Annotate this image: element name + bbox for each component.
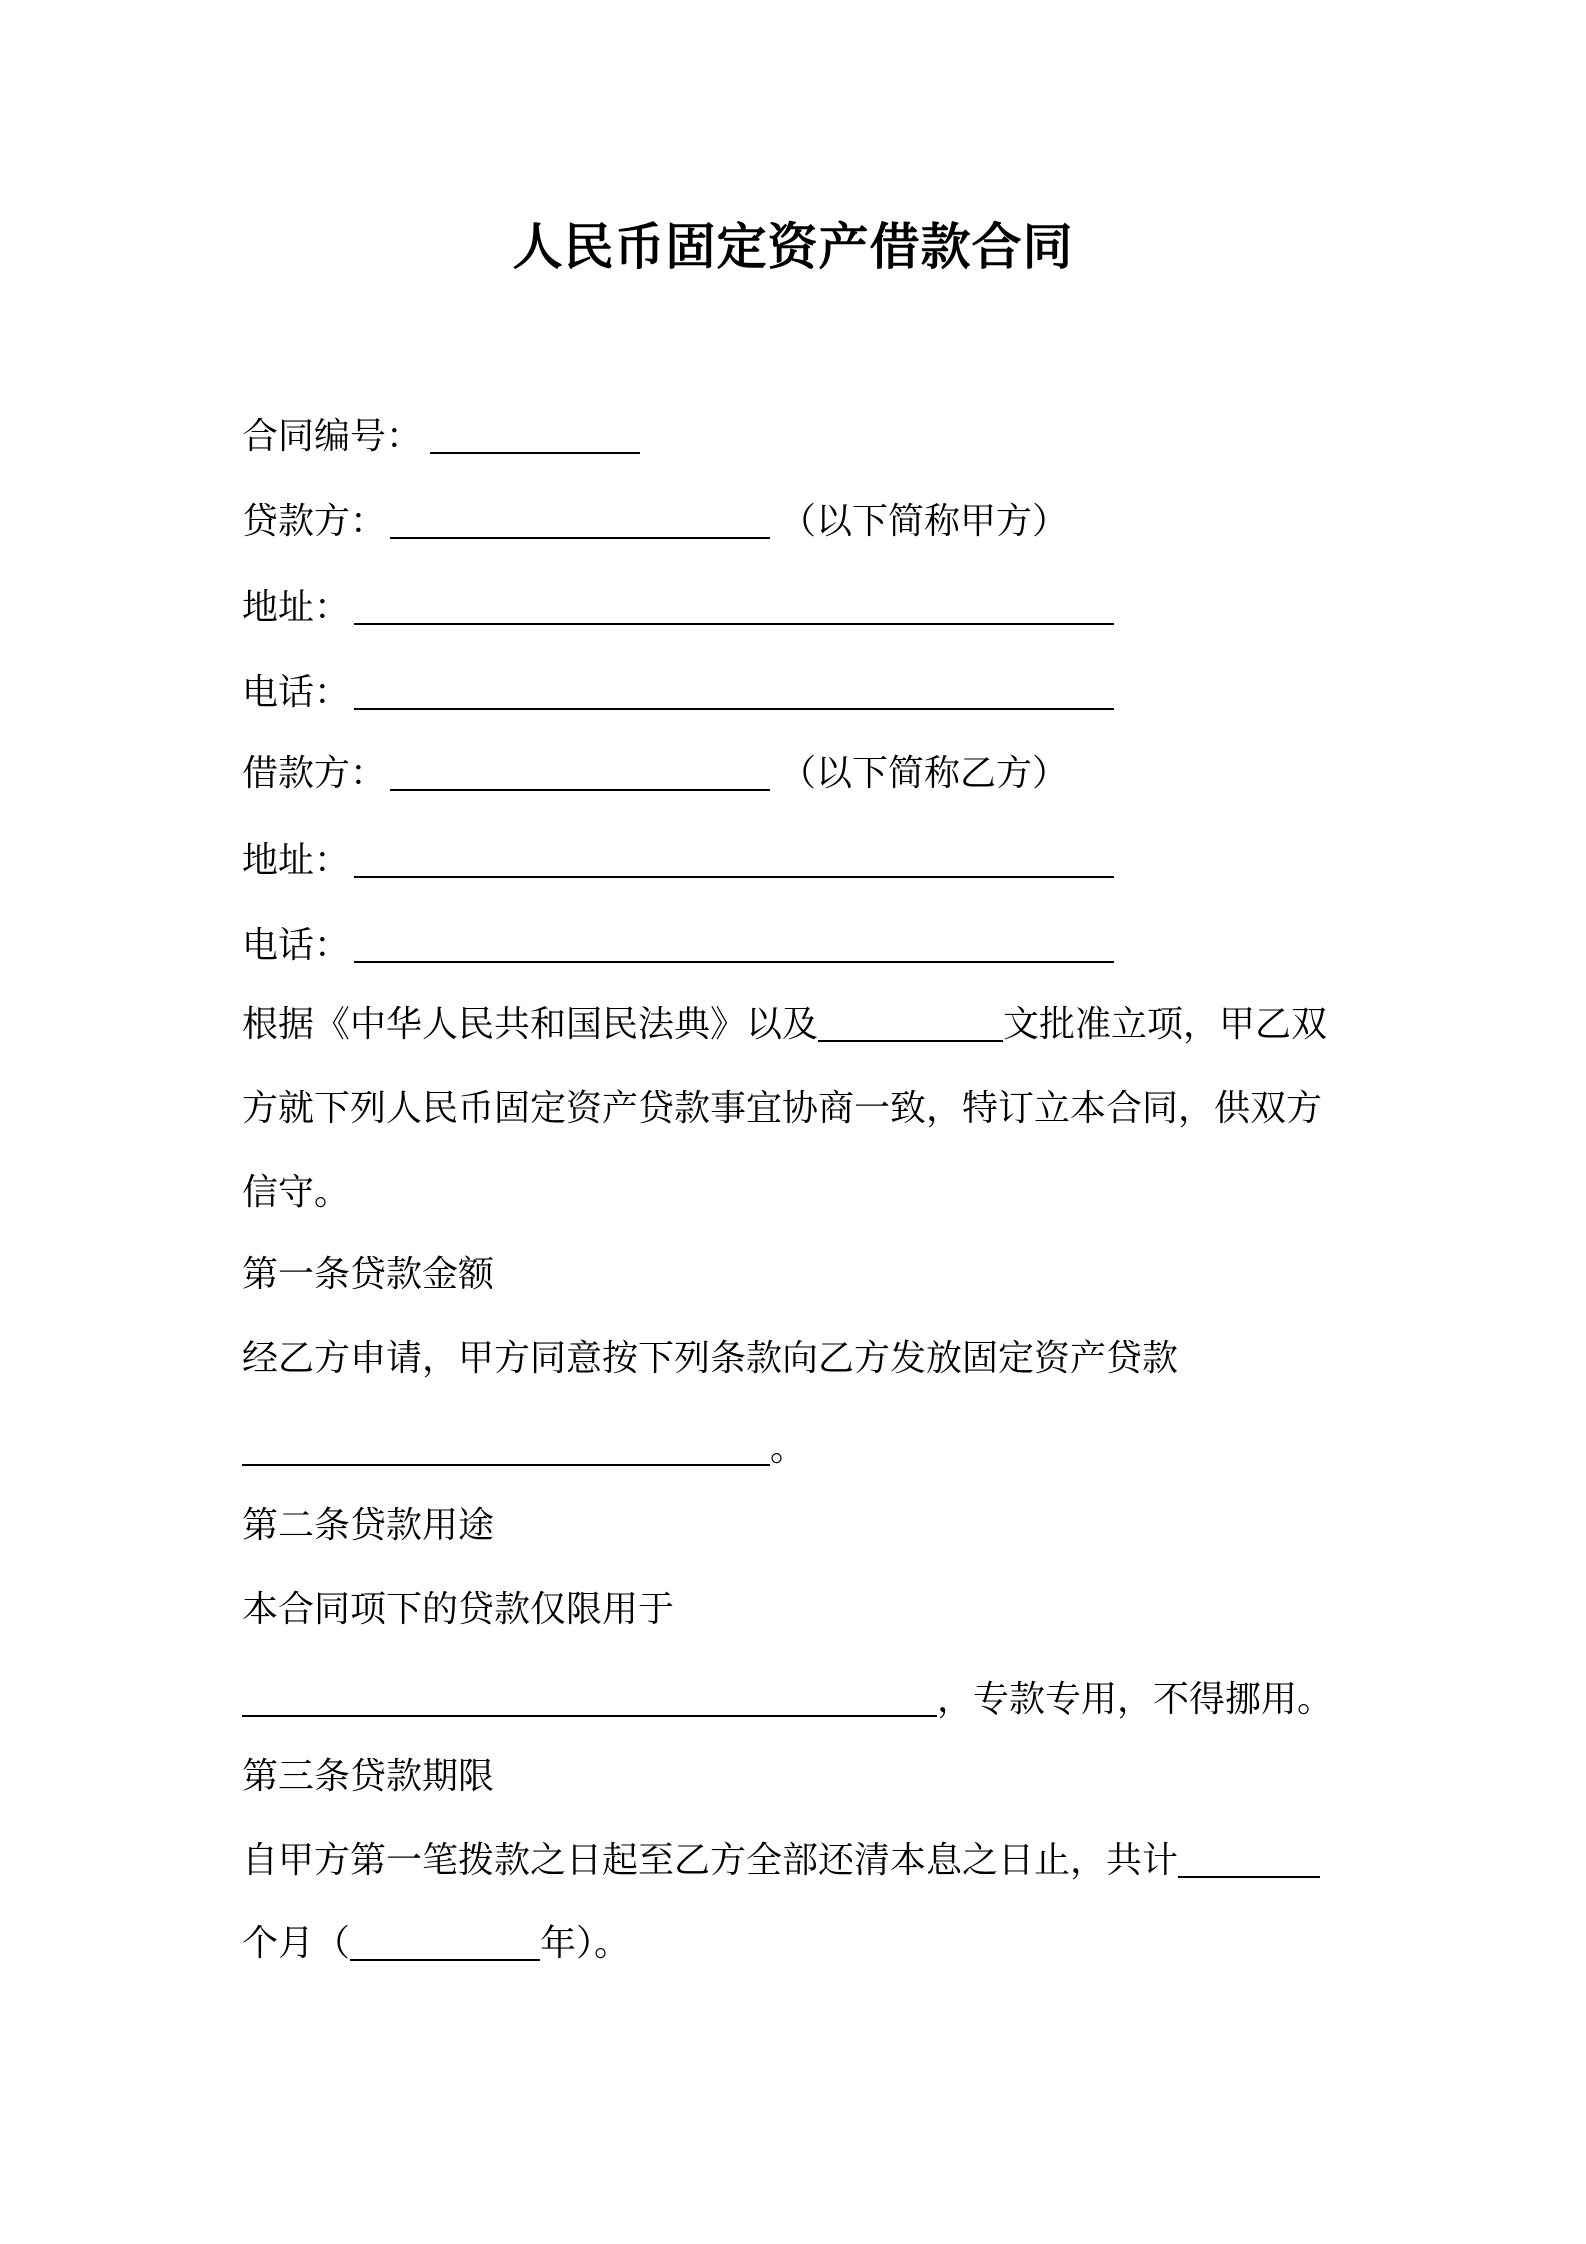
article-3-years-text: 年）。 (540, 1923, 631, 1964)
document-title: 人民币固定资产借款合同 (512, 218, 1074, 276)
article-2-title: 第二条贷款用途 (242, 1505, 495, 1546)
intro-text-a: 根据《中华人民共和国民法典》以及 (242, 1004, 819, 1045)
borrower-phone-blank (354, 925, 1114, 963)
intro-text-3: 信守。 (242, 1172, 351, 1213)
lender-phone-row (242, 668, 1114, 718)
lender-row (242, 497, 1068, 547)
borrower-address-blank (354, 840, 1114, 878)
article-2-purpose-row (242, 1675, 1333, 1725)
contract-number-label: 合同编号： (242, 416, 423, 457)
intro-text-b: 文批准立项，甲乙双 (1003, 1004, 1328, 1045)
borrower-label: 借款方： (242, 753, 387, 794)
lender-address-row (242, 583, 1114, 633)
intro-text-2: 方就下列人民币固定资产贷款事宜协商一致，特订立本合同，供双方 (242, 1088, 1323, 1129)
article-1-text: 经乙方申请，甲方同意按下列条款向乙方发放固定资产贷款 (242, 1338, 1179, 1379)
borrower-address-row (242, 836, 1114, 886)
lender-blank (390, 501, 770, 539)
contract-number-blank (430, 416, 640, 454)
article-3-heading (242, 1752, 494, 1802)
article-1-title: 第一条贷款金额 (242, 1254, 495, 1295)
lender-address-blank (354, 587, 1114, 625)
article-1-amount-row (242, 1424, 806, 1474)
article-3-text: 自甲方第一笔拨款之日起至乙方全部还清本息之日止，共计 (242, 1840, 1179, 1881)
loan-purpose-blank (242, 1679, 937, 1717)
article-1-heading (242, 1250, 494, 1300)
article-2-text: 本合同项下的贷款仅限用于 (242, 1589, 675, 1630)
lender-phone-label: 电话： (242, 672, 351, 713)
contract-number-row (242, 412, 640, 462)
intro-line-2 (242, 1084, 1322, 1134)
lender-suffix: （以下简称甲方） (780, 501, 1069, 542)
article-3-months-text: 个月（ (242, 1923, 351, 1964)
article-2-text-row (242, 1585, 674, 1635)
article-2-heading (242, 1501, 494, 1551)
lender-label: 贷款方： (242, 501, 387, 542)
lender-phone-blank (354, 672, 1114, 710)
article-3-text-row (242, 1836, 1320, 1886)
intro-blank (818, 1004, 1003, 1042)
lender-address-label: 地址： (242, 587, 351, 628)
loan-amount-blank (242, 1428, 770, 1466)
article-3-term-row (242, 1919, 630, 1969)
article-3-title: 第三条贷款期限 (242, 1756, 495, 1797)
loan-months-blank (1178, 1840, 1320, 1878)
borrower-row (242, 749, 1068, 799)
borrower-phone-row (242, 921, 1114, 971)
article-2-end: ，专款专用，不得挪用。 (937, 1679, 1334, 1720)
borrower-suffix: （以下简称乙方） (780, 753, 1069, 794)
article-1-text-row (242, 1334, 1178, 1384)
loan-years-blank (350, 1923, 540, 1961)
intro-line-3 (242, 1168, 350, 1218)
borrower-address-label: 地址： (242, 840, 351, 881)
borrower-blank (390, 753, 770, 791)
borrower-phone-label: 电话： (242, 925, 351, 966)
intro-line-1 (242, 1000, 1327, 1050)
article-1-end: 。 (770, 1428, 807, 1469)
